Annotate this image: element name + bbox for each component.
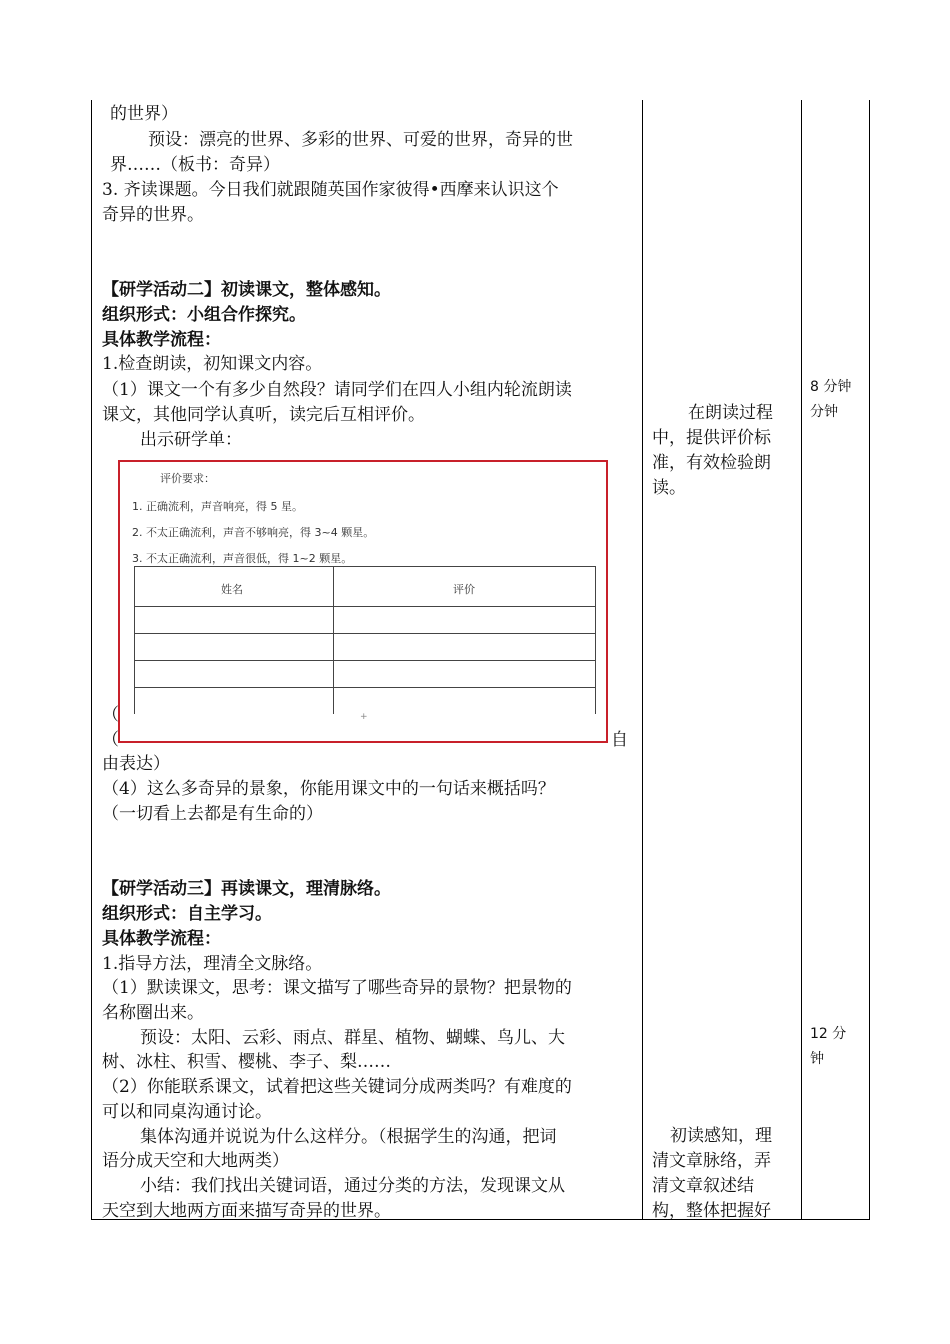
intent-note-1-line-3: 准，有效检验朗 [652,453,771,473]
activity2-process: 具体教学流程： [102,330,221,350]
study-sheet-col-eval: 评价 [453,583,475,596]
intent-note-1-line-4: 读。 [652,478,686,498]
intent-note-2-line-2: 清文章脉络，弄 [652,1151,771,1171]
intent-note-2-line-4: 构，整体把握好 [652,1201,771,1221]
activity3-line-8: 集体沟通并说说为什么这样分。（根据学生的沟通，把词 [140,1127,557,1147]
study-sheet-heading: 评价要求： [160,472,215,485]
study-sheet-cursor-mark: + [360,712,368,722]
table-divider-1 [642,100,643,1220]
intent-note-1-line-2: 中，提供评价标 [652,428,771,448]
intent-note-1-line-1: 在朗读过程 [688,403,773,423]
study-sheet-criterion-1: 1. 正确流利，声音响亮，得 5 星。 [132,500,303,513]
activity3-line-5: 树、冰柱、积雪、樱桃、李子、梨…… [102,1052,391,1072]
table-border-left [91,100,92,1220]
activity3-title: 【研学活动三】再读课文，理清脉络。 [102,879,391,899]
intent-note-2-line-3: 清文章叙述结 [652,1176,754,1196]
activity2-title: 【研学活动二】初读课文，整体感知。 [102,280,391,300]
activity3-line-2: （1）默读课文，思考：课文描写了哪些奇异的景物？把景物的 [102,978,572,998]
activity3-line-11: 天空到大地两方面来描写奇异的世界。 [102,1201,391,1221]
study-sheet-image [118,460,608,743]
table-border-right [869,100,870,1220]
activity2-after-line-1: 由表达） [102,754,170,774]
activity2-line-1: 1.检查朗读，初知课文内容。 [102,354,323,374]
time-1-line-2: 分钟 [810,404,838,420]
activity2-line-2: （1）课文一个有多少自然段？请同学们在四人小组内轮流朗读 [102,380,572,400]
hidden-line-end: 自 [611,730,628,750]
time-1-line-1: 8 分钟 [810,379,852,395]
study-sheet-col-name: 姓名 [221,583,243,596]
activity3-process: 具体教学流程： [102,929,221,949]
activity2-after-line-2: （4）这么多奇异的景象，你能用课文中的一句话来概括吗？ [102,779,555,799]
intro-line-4: 3. 齐读课题。今日我们就跟随英国作家彼得•西摩来认识这个 [102,180,559,200]
activity2-after-line-3: （一切看上去都是有生命的） [102,804,323,824]
study-sheet-table [134,566,596,714]
activity3-line-10: 小结：我们找出关键词语，通过分类的方法，发现课文从 [140,1176,565,1196]
activity3-line-1: 1.指导方法，理清全文脉络。 [102,954,323,974]
study-sheet-criterion-2: 2. 不太正确流利，声音不够响亮，得 3~4 颗星。 [132,526,375,539]
intro-line-2: 预设：漂亮的世界、多彩的世界、可爱的世界，奇异的世 [148,130,573,150]
hidden-line-start-2: （ [102,730,119,750]
hidden-line-start-1: （ [102,705,119,725]
table-divider-2 [801,100,802,1220]
activity3-line-9: 语分成天空和大地两类） [102,1151,289,1171]
activity2-form: 组织形式：小组合作探究。 [102,305,306,325]
intent-note-2-line-1: 初读感知，理 [670,1126,772,1146]
activity3-line-6: （2）你能联系课文，试着把这些关键词分成两类吗？有难度的 [102,1077,572,1097]
activity3-form: 组织形式：自主学习。 [102,904,272,924]
study-sheet-criterion-3: 3. 不太正确流利，声音很低，得 1~2 颗星。 [132,552,353,565]
intro-line-5: 奇异的世界。 [102,205,204,225]
intro-line-1: 的世界） [110,104,178,124]
time-2-line-1: 12 分 [810,1026,847,1042]
activity3-line-7: 可以和同桌沟通讨论。 [102,1102,272,1122]
activity2-line-3: 课文，其他同学认真听，读完后互相评价。 [102,405,425,425]
activity3-line-3: 名称圈出来。 [102,1003,204,1023]
activity2-line-4: 出示研学单： [140,430,242,450]
activity3-line-4: 预设：太阳、云彩、雨点、群星、植物、蝴蝶、鸟儿、大 [140,1028,565,1048]
time-2-line-2: 钟 [810,1051,824,1067]
intro-line-3: 界……（板书：奇异） [110,155,280,175]
